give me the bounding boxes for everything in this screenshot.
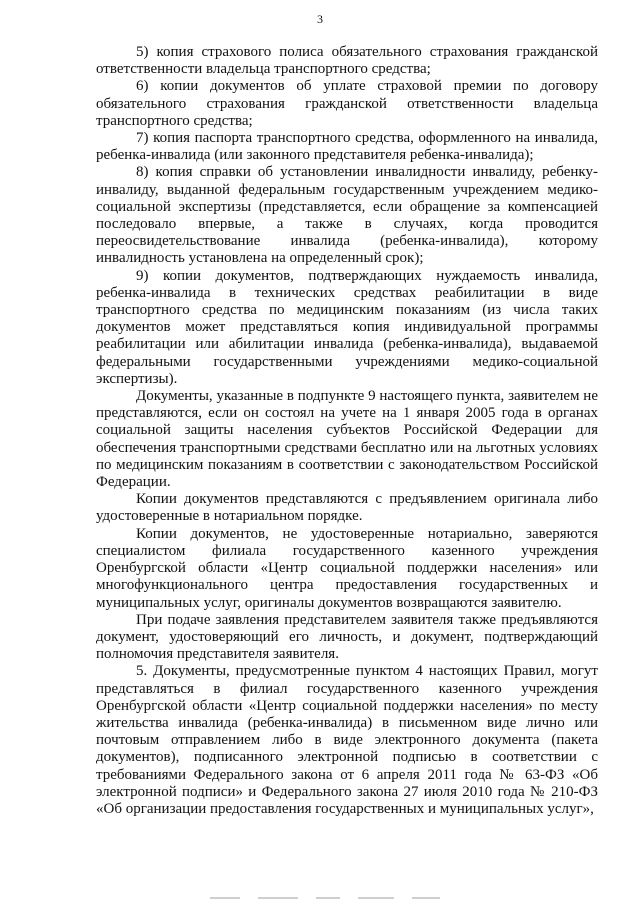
paragraph-item-9-need-documents: 9) копии документов, подтверждающих нуждаемость инвалида, ребенка-инвалида в технических средствах реабилитации в виде транспортного средства по медицинским показаниям (из числа таких документов может представляться копия индивидуальной программы реабилитации или абилитации инвалида (ребенка-инвалида), выдаваемой федеральными государственными учреждениями медико-социальной экспертизы). [96, 267, 598, 387]
paragraph-copies-original: Копии документов представляются с предъявлением оригинала либо удостоверенные в нотариальном порядке. [96, 491, 598, 525]
paragraph-item-6-premium: 6) копии документов об уплате страховой премии по договору обязательного страхования гражданской ответственности владельца транспортного средства; [96, 78, 598, 129]
footer-mark [316, 897, 340, 899]
footer-scan-marks [210, 897, 510, 901]
paragraph-copies-certification: Копии документов, не удостоверенные нотариально, заверяются специалистом филиала государственного казенного учреждения Оренбургской области «Центр социальной поддержки населения» или многофункционального центра предоставления государственных и муниципальных услуг, оригиналы документов возвращаются заявителю. [96, 525, 598, 611]
page-number: 3 [317, 12, 323, 26]
document-body [96, 44, 598, 818]
footer-mark [258, 897, 298, 899]
paragraph-representative: При подаче заявления представителем заявителя также предъявляются документ, удостоверяющий его личность, и документ, подтверждающий полномочия представителя заявителя. [96, 611, 598, 663]
paragraph-item-7-passport: 7) копия паспорта транспортного средства, оформленного на инвалида, ребенка-инвалида (или законного представителя ребенка-инвалида); [96, 130, 598, 164]
paragraph-item-5-policy: 5) копия страхового полиса обязательного страхования гражданской ответственности владельца транспортного средства; [96, 44, 598, 78]
footer-mark [358, 897, 394, 899]
footer-mark [412, 897, 440, 899]
paragraph-item-8-disability-certificate: 8) копия справки об установлении инвалидности инвалиду, ребенку-инвалиду, выданной федеральным государственным учреждением медико-социальной экспертизы (представляется, если обращение за компенсацией последовало впервые, а также в случаях, когда проводится переосвидетельствование инвалида (ребенка-инвалида), которому инвалидность установлена на определенный срок); [96, 164, 598, 267]
paragraph-section-5: 5. Документы, предусмотренные пунктом 4 настоящих Правил, могут представляться в филиал государственного казенного учреждения Оренбургской области «Центр социальной поддержки населения» по месту жительства инвалида (ребенка-инвалида) в письменном виде лично или почтовым отправлением либо в виде электронного документа (пакета документов), подписанного электронной подписью в соответствии с требованиями Федерального закона от 6 апреля 2011 года № 63-ФЗ «Об электронной подписи» и Федерального закона 27 июля 2010 года № 210-ФЗ «Об организации предоставления государственных и муниципальных услуг», [96, 663, 598, 817]
footer-mark [210, 897, 240, 899]
paragraph-exemption: Документы, указанные в подпункте 9 настоящего пункта, заявителем не представляются, если он состоял на учете на 1 января 2005 года в органах социальной защиты населения субъектов Российской Федерации для обеспечения транспортными средствами бесплатно или на льготных условиях по медицинским показаниям в соответствии с законодательством Российской Федерации. [96, 388, 598, 491]
